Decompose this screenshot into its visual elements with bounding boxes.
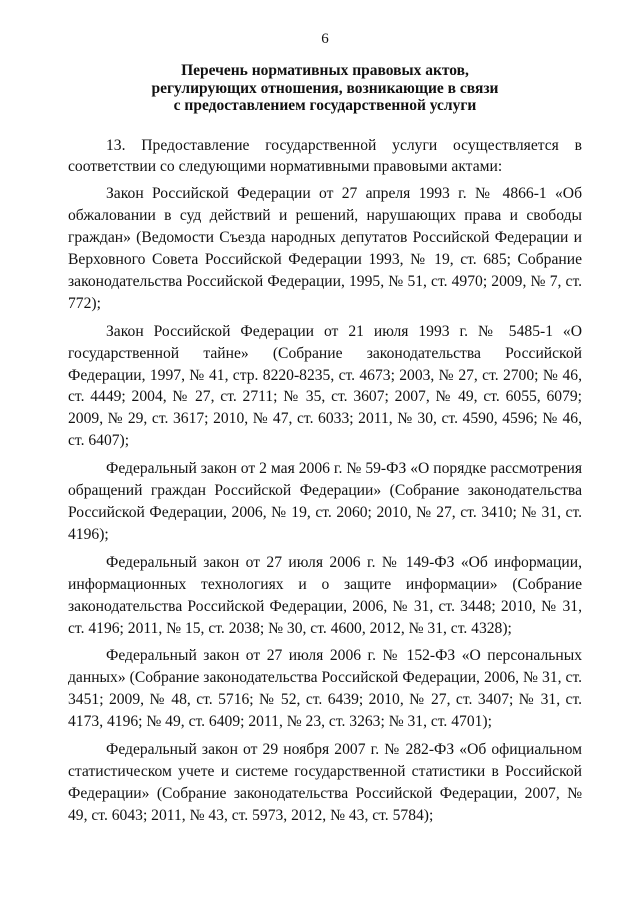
paragraph-law-282-fz: Федеральный закон от 29 ноября 2007 г. № 282-ФЗ «Об официальном статистическом учете и системе государственной статистики в Российской Федерации» (Собрание законодательства Российской Федерации, 2007, № 49, ст. 6043; 2011, № 43, ст. 5973, 2012, № 43, ст. 5784); — [68, 741, 582, 824]
paragraph-intro: 13. Предоставление государственной услуги осуществляется в соответствии со следующими нормативными правовыми актами: — [68, 136, 582, 176]
section-title — [68, 62, 582, 115]
section-title-line-3: с предоставлением государственной услуги — [173, 97, 477, 114]
paragraph-law-59-fz: Федеральный закон от 2 мая 2006 г. № 59-ФЗ «О порядке рассмотрения обращений граждан Российской Федерации» (Собрание законодательства Российской Федерации, 2006, № 19, ст. 2060; 2010, № 27, ст. 3410; № 31, ст. 4196); — [68, 460, 582, 543]
paragraph-law-5485-1: Закон Российской Федерации от 21 июля 1993 г. № 5485-1 «О государственной тайне» (Собрание законодательства Российской Федерации, 1997, № 41, стр. 8220-8235, ст. 4673; 2003, № 27, ст. 2700; № 46, ст. 4449; 2004, № 27, ст. 2711; № 35, ст. 3607; 2007, № 49, ст. 6055, 6079; 2009, № 29, ст. 3617; 2010, № 47, ст. 6033; 2011, № 30, ст. 4590, 4596; № 46, ст. 6407); — [68, 322, 582, 450]
paragraph-law-149-fz: Федеральный закон от 27 июля 2006 г. № 149-ФЗ «Об информации, информационных технологиях и о защите информации» (Собрание законодательства Российской Федерации, 2006, № 31, ст. 3448; 2010, № 31, ст. 4196; 2011, № 15, ст. 2038; № 30, ст. 4600, 2012, № 31, ст. 4328); — [68, 553, 582, 637]
section-title-line-2: регулирующих отношения, возникающие в связи — [151, 79, 499, 97]
document-page — [68, 30, 582, 833]
paragraph-law-152-fz: Федеральный закон от 27 июля 2006 г. № 152-ФЗ «О персональных данных» (Собрание законодательства Российской Федерации, 2006, № 31, ст. 3451; 2009, № 48, ст. 5716; № 52, ст. 6439; 2010, № 27, ст. 3407; № 31, ст. 4173, 4196; № 49, ст. 6409; 2011, № 23, ст. 3263; № 31, ст. 4701); — [68, 647, 582, 731]
paragraph-law-4866-1: Закон Российской Федерации от 27 апреля 1993 г. № 4866-1 «Об обжаловании в суд действий и решений, нарушающих права и свободы граждан» (Ведомости Съезда народных депутатов Российской Федерации и Верховного Совета Российской Федерации 1993, № 19, ст. 685; Собрание законодательства Российской Федерации, 1995, № 51, ст. 4970; 2009, № 7, ст. 772); — [68, 185, 582, 312]
section-title-line-1: Перечень нормативных правовых актов, — [181, 62, 469, 79]
page-number: 6 — [321, 31, 329, 47]
